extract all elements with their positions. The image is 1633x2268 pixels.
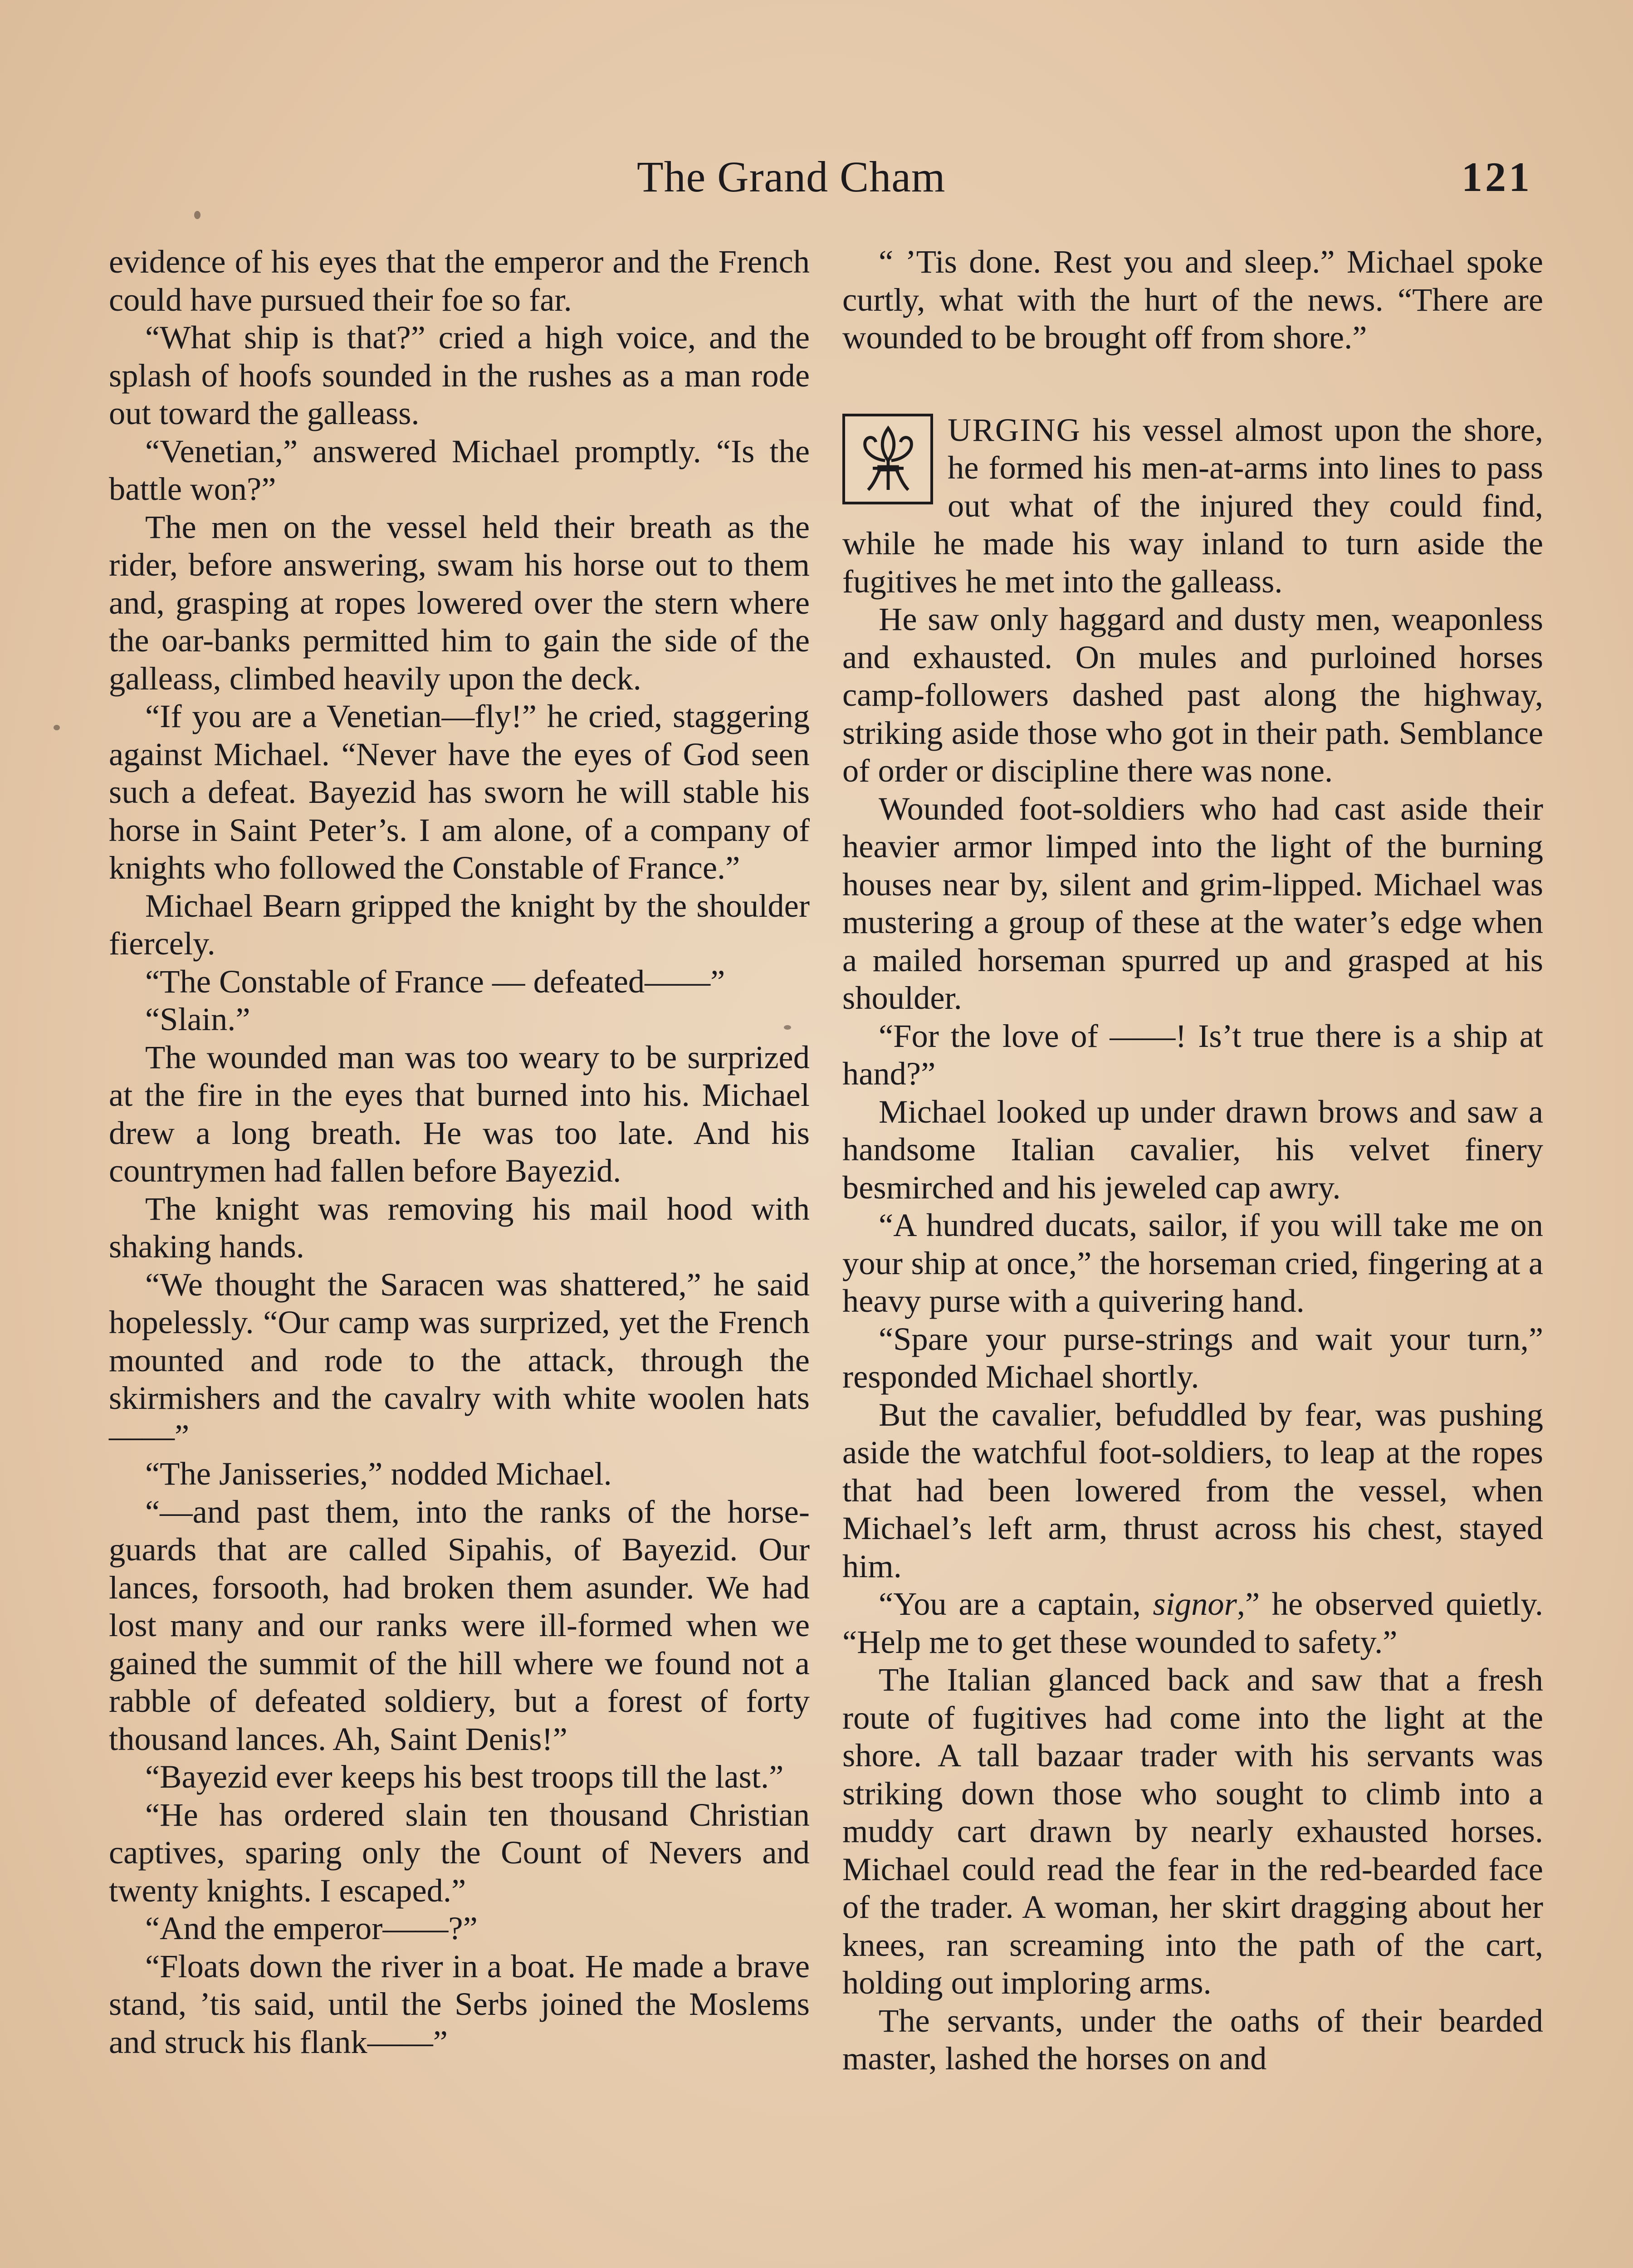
paragraph: “He has ordered slain ten thousand Christian captives, sparing only the Count of Nevers and twenty knights. I escaped.” [109, 1796, 810, 1909]
paragraph: “—and past them, into the ranks of the horse-guards that are called Sipahis, of Bayezid. Our lances, forsooth, had broken them asunder. We had lost many and our ranks were ill-formed when we gained the summit of the hill where we found not a rabble of defeated soldiery, but a forest of forty thousand lances. Ah, Saint Denis!” [109, 1493, 810, 1757]
paragraph: “Floats down the river in a boat. He made a brave stand, ’tis said, until the Serbs joined the Moslems and struck his flank——” [109, 1947, 810, 2060]
paragraph: “If you are a Venetian—fly!” he cried, staggering against Michael. “Never have the eyes of God seen such a defeat. Bayezid has sworn he will stable his horse in Saint Peter’s. I am alone, of a company of knights who followed the Constable of France.” [109, 698, 810, 886]
fleur-de-lis-icon [842, 414, 933, 504]
running-title: The Grand Cham [637, 152, 946, 201]
paragraph: “Slain.” [145, 1001, 250, 1037]
paragraph: “Bayezid ever keeps his best troops till the last.” [145, 1758, 784, 1795]
paragraph: The men on the vessel held their breath as the rider, before answering, swam his horse out to them and, grasping at ropes lowered over the stern where the oar-banks permitted him to gain the side of the galleass, climbed heavily upon the deck. [109, 508, 810, 697]
page-number: 121 [1462, 154, 1532, 200]
paragraph: “We thought the Saracen was shattered,” he said hopelessly. “Our camp was surprized, yet the French mounted and rode to the attack, through the skirmishers and the cavalry with white woolen hats——” [109, 1266, 810, 1454]
paragraph: The servants, under the oaths of their bearded master, lashed the horses on and [842, 2002, 1543, 2077]
paragraph: “You are a captain, signor,” he observed quietly. “Help me to get these wounded to safety.” [842, 1585, 1543, 1660]
paragraph: “Spare your purse-strings and wait your turn,” responded Michael shortly. [842, 1320, 1543, 1395]
paragraph: “And the emperor——?” [145, 1910, 478, 1946]
section-opening [842, 411, 1543, 601]
paragraph: “For the love of ——! Is’t true there is a ship at hand?” [842, 1017, 1543, 1092]
paragraph: But the cavalier, befuddled by fear, was pushing aside the watchful foot-soldiers, to leap at the ropes that had been lowered from the vessel, when Michael’s left arm, thrust across his chest, stayed him. [842, 1396, 1543, 1584]
paragraph: “The Janisseries,” nodded Michael. [145, 1455, 612, 1492]
paragraph: “Venetian,” answered Michael promptly. “Is the battle won?” [109, 432, 810, 507]
paragraph: The Italian glanced back and saw that a fresh route of fugitives had come into the light at the shore. A tall bazaar trader with his servants was striking down those who sought to climb into a muddy cart drawn by nearly exhausted horses. Michael could read the fear in the red-bearded face of the trader. A woman, her skirt dragging about her knees, ran screaming into the path of the cart, holding out imploring arms. [842, 1661, 1543, 2001]
paragraph: The knight was removing his mail hood with shaking hands. [109, 1190, 810, 1265]
paragraph: Michael Bearn gripped the knight by the shoulder fiercely. [109, 887, 810, 962]
paragraph: He saw only haggard and dusty men, weaponless and exhausted. On mules and purloined horses camp-followers dashed past along the highway, striking aside those who got in their path. Semblance of order or discipline there was none. [842, 601, 1543, 789]
paragraph: “The Constable of France — defeated——” [145, 963, 725, 1000]
left-column [109, 243, 810, 2061]
paragraph: “ ’Tis done. Rest you and sleep.” Michael spoke curtly, what with the hurt of the news. “There are wounded to be brought off from shore.” [842, 243, 1543, 356]
paper-speck [784, 1025, 791, 1030]
paragraph [842, 411, 1543, 601]
paragraph: “What ship is that?” cried a high voice, and the splash of hoofs sounded in the rushes as a man rode out toward the galleass. [109, 319, 810, 431]
paper-speck [194, 211, 200, 219]
lead-word: URGING [948, 411, 1081, 448]
right-column [842, 243, 1543, 2077]
paragraph: Wounded foot-soldiers who had cast aside their heavier armor limped into the light of the burning houses near by, silent and grim-lipped. Michael was mustering a group of these at the water’s edge when a mailed horseman spurred up and grasped at his shoulder. [842, 790, 1543, 1016]
paragraph: “A hundred ducats, sailor, if you will take me on your ship at once,” the horseman cried, fingering at a heavy purse with a quivering hand. [842, 1207, 1543, 1319]
paragraph: Michael looked up under drawn brows and saw a handsome Italian cavalier, his velvet finery besmirched and his jeweled cap awry. [842, 1093, 1543, 1206]
italic-word: signor [1153, 1585, 1237, 1622]
paragraph-text: his vessel almost upon the shore, he formed his men-at-arms into lines to pass out what of the injured they could find, while he made his way inland to turn aside the fugitives he met into the galleass. [842, 411, 1543, 600]
paper-speck [54, 725, 60, 730]
paragraph: evidence of his eyes that the emperor and the French could have pursued their foe so far. [109, 243, 810, 318]
running-header [0, 150, 1633, 204]
paragraph: The wounded man was too weary to be surprized at the fire in the eyes that burned into his. Michael drew a long breath. He was too late. And his countrymen had fallen before Bayezid. [109, 1038, 810, 1189]
